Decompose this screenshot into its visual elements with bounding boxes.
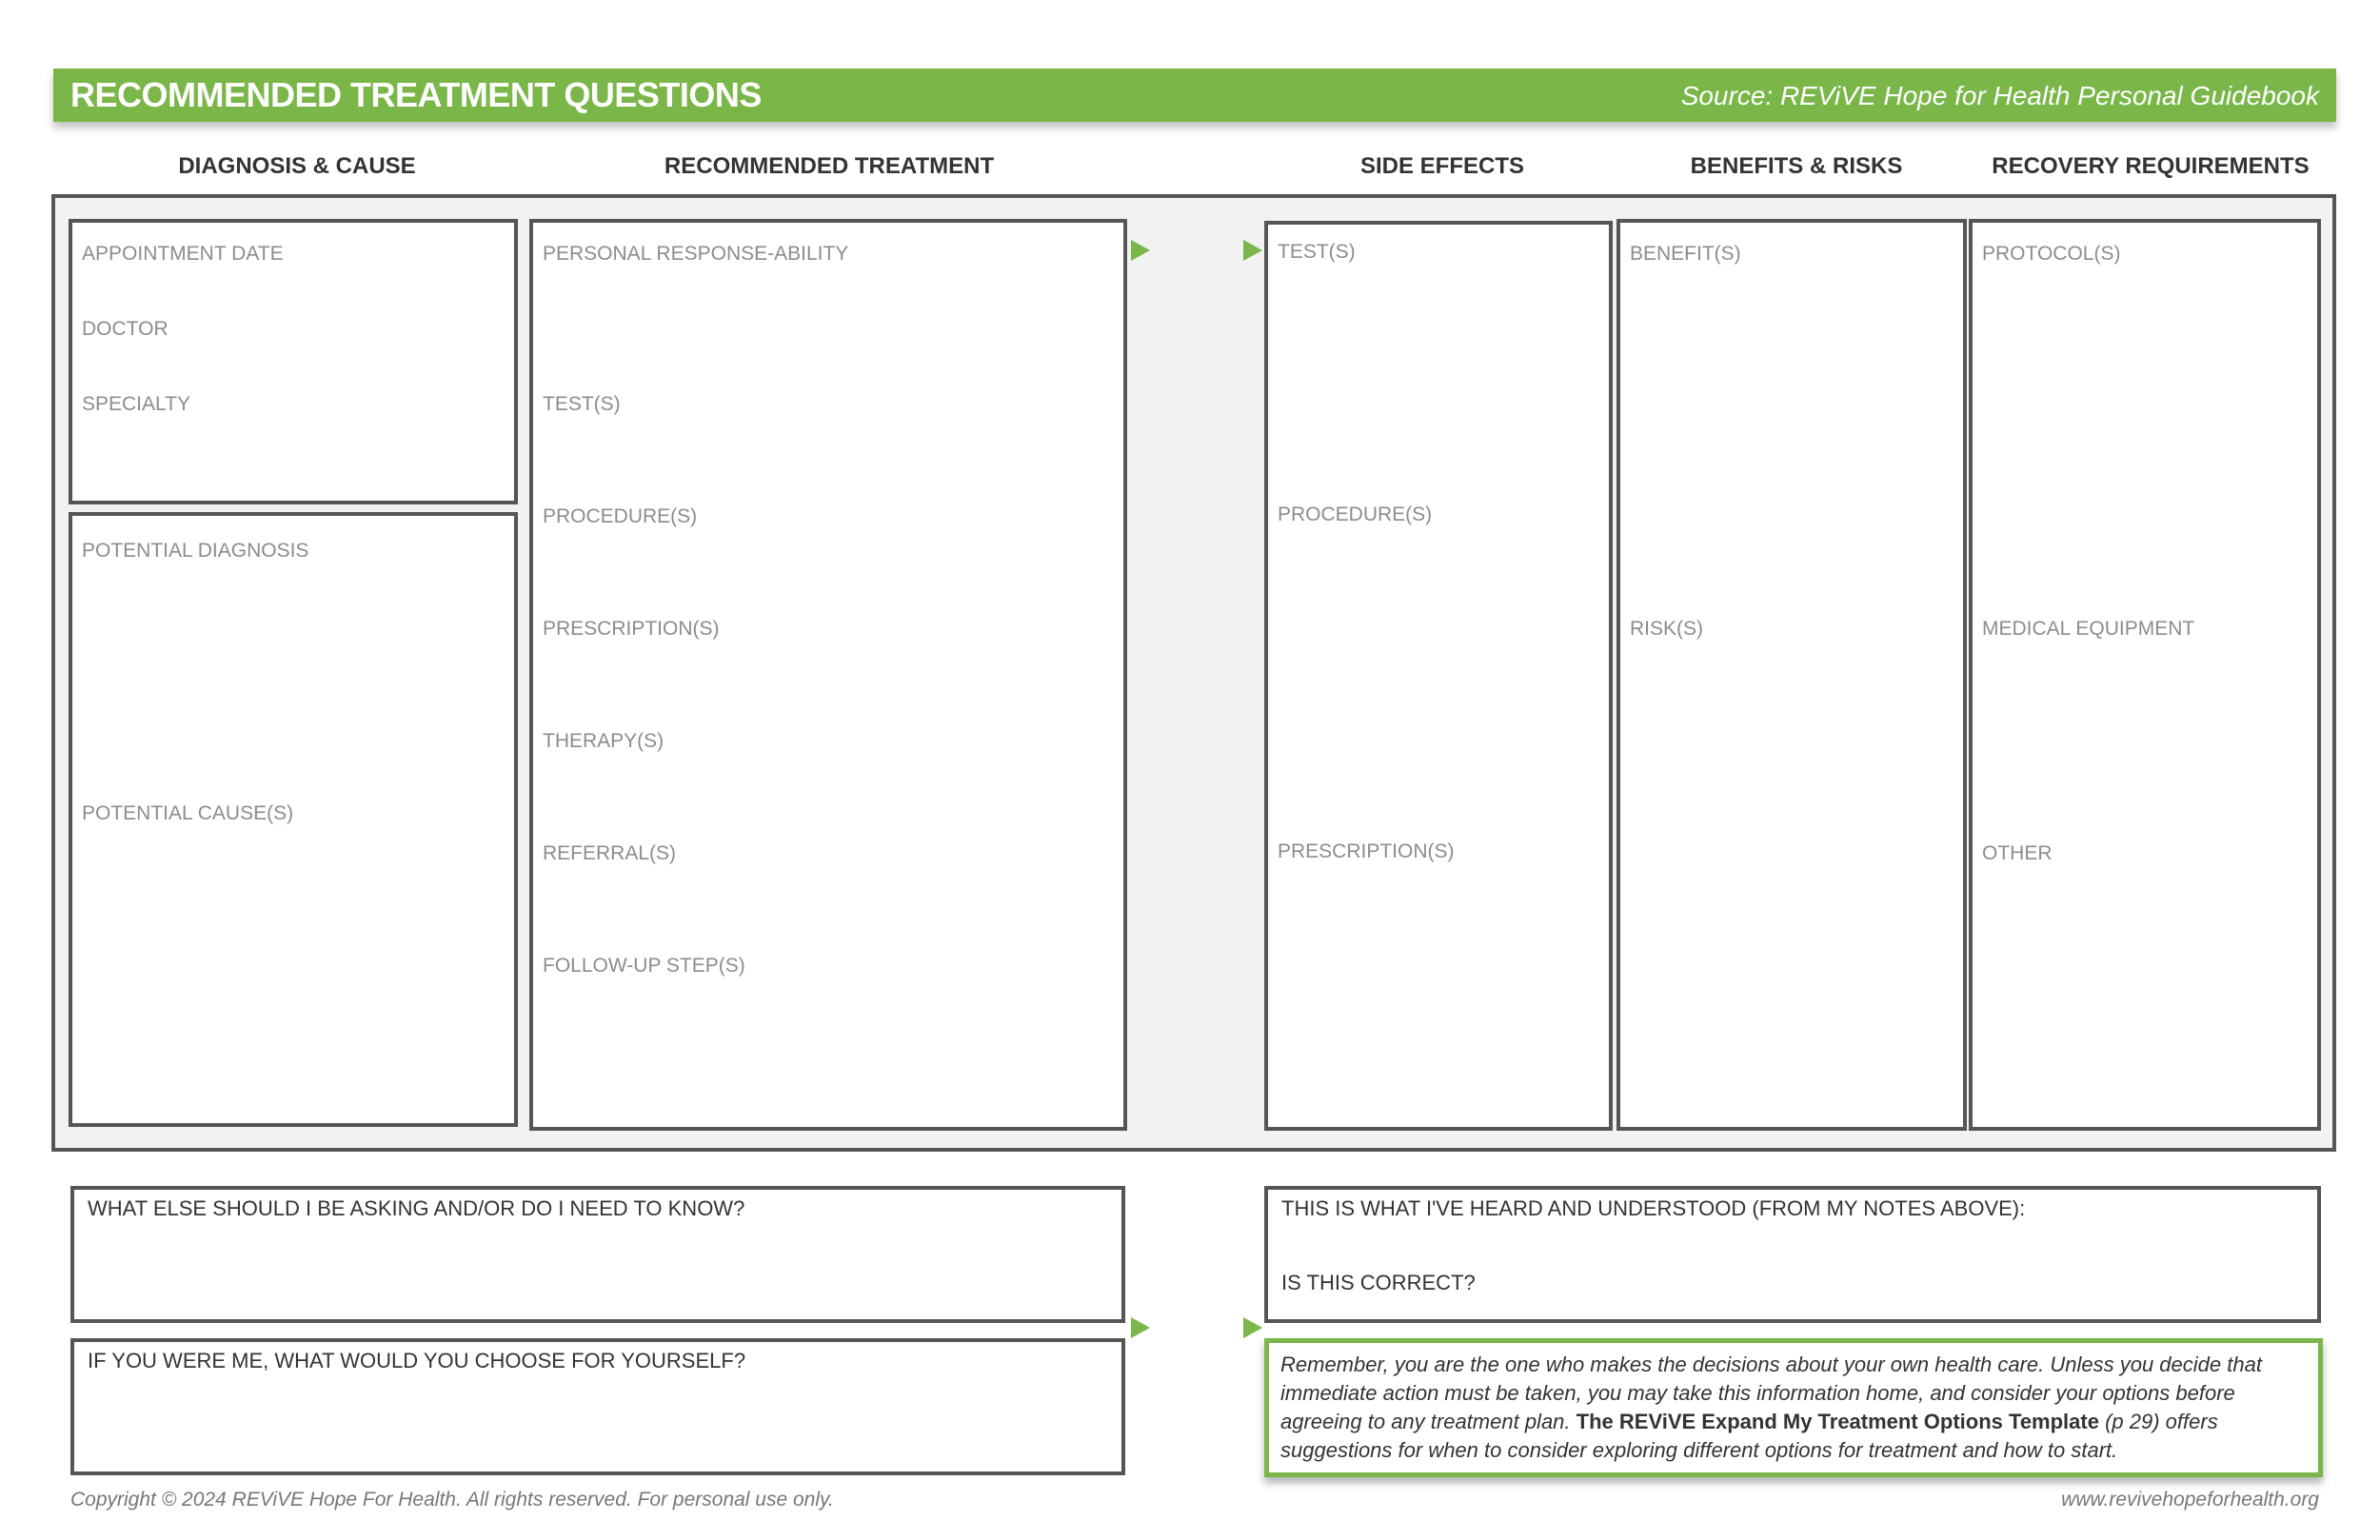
treatment-therapies-label: THERAPY(S) — [543, 730, 664, 752]
benefits-risks-box[interactable] — [1616, 219, 1967, 1131]
column-heading-treatment: RECOMMENDED TREATMENT — [664, 153, 995, 179]
header-banner — [53, 69, 2336, 122]
arrow-right-icon — [1131, 1317, 1150, 1338]
potential-causes-label: POTENTIAL CAUSE(S) — [82, 802, 294, 824]
arrow-right-icon — [1243, 1317, 1262, 1338]
column-heading-diagnosis: DIAGNOSIS & CAUSE — [178, 153, 416, 179]
benefits-label: BENEFIT(S) — [1630, 243, 1741, 265]
page-reference: (p 29) — [2098, 1410, 2160, 1433]
personal-response-ability-label: PERSONAL RESPONSE-ABILITY — [543, 243, 849, 265]
side-effects-tests-label: TEST(S) — [1278, 241, 1356, 263]
template-reference: The REViVE Expand My Treatment Options Template — [1576, 1410, 2099, 1433]
column-heading-recovery: RECOVERY REQUIREMENTS — [1992, 153, 2310, 179]
treatment-tests-label: TEST(S) — [543, 393, 621, 415]
treatment-follow-up-label: FOLLOW-UP STEP(S) — [543, 955, 745, 977]
specialty-label: SPECIALTY — [82, 393, 190, 415]
column-heading-side-effects: SIDE EFFECTS — [1359, 153, 1525, 179]
appointment-date-label: APPOINTMENT DATE — [82, 243, 284, 265]
potential-diagnosis-label: POTENTIAL DIAGNOSIS — [82, 540, 309, 562]
treatment-box[interactable] — [529, 219, 1127, 1131]
reminder-note — [1264, 1338, 2323, 1477]
heard-understood-box[interactable] — [1264, 1186, 2321, 1323]
treatment-prescriptions-label: PRESCRIPTION(S) — [543, 618, 720, 640]
question-what-else-box[interactable] — [70, 1186, 1125, 1323]
page-title: RECOMMENDED TREATMENT QUESTIONS — [70, 75, 762, 114]
doctor-label: DOCTOR — [82, 318, 169, 340]
side-effects-box[interactable] — [1264, 221, 1613, 1131]
treatment-referrals-label: REFERRAL(S) — [543, 842, 677, 864]
diagnosis-box[interactable] — [69, 512, 518, 1127]
risks-label: RISK(S) — [1630, 618, 1704, 640]
column-heading-benefits-risks: BENEFITS & RISKS — [1690, 153, 1903, 179]
website-link[interactable]: www.revivehopeforhealth.org — [2061, 1489, 2319, 1510]
source-credit: Source: REViVE Hope for Health Personal Guidebook — [1680, 81, 2319, 110]
question-what-else-label: WHAT ELSE SHOULD I BE ASKING AND/OR DO I NEED TO KNOW? — [88, 1196, 745, 1220]
reminder-text-end: offers suggestions for when to consider exploring different options for treatment and how to start. — [1280, 1410, 2218, 1462]
treatment-procedures-label: PROCEDURE(S) — [543, 505, 698, 527]
arrow-right-icon — [1131, 240, 1150, 261]
medical-equipment-label: MEDICAL EQUIPMENT — [1982, 618, 2195, 640]
reminder-text: Remember, you are the one who makes the decisions about your own health care. Unless you decide that immediate action must be taken, you may take this information home, and consider your options before agreeing to any treatment plan. — [1280, 1352, 2262, 1433]
other-label: OTHER — [1982, 842, 2053, 864]
recovery-box[interactable] — [1969, 219, 2321, 1131]
heard-understood-label: THIS IS WHAT I'VE HEARD AND UNDERSTOOD (FROM MY NOTES ABOVE): — [1281, 1196, 2026, 1220]
side-effects-procedures-label: PROCEDURE(S) — [1278, 503, 1433, 525]
copyright-text: Copyright © 2024 REViVE Hope For Health. All rights reserved. For personal use only. — [70, 1489, 834, 1510]
appointment-box[interactable] — [69, 219, 518, 504]
side-effects-prescriptions-label: PRESCRIPTION(S) — [1278, 840, 1455, 862]
protocols-label: PROTOCOL(S) — [1982, 243, 2121, 265]
arrow-right-icon — [1243, 240, 1262, 261]
is-this-correct-label: IS THIS CORRECT? — [1281, 1271, 1476, 1294]
question-if-you-were-me-box[interactable] — [70, 1338, 1125, 1475]
question-if-you-were-me-label: IF YOU WERE ME, WHAT WOULD YOU CHOOSE FOR YOURSELF? — [88, 1349, 746, 1372]
